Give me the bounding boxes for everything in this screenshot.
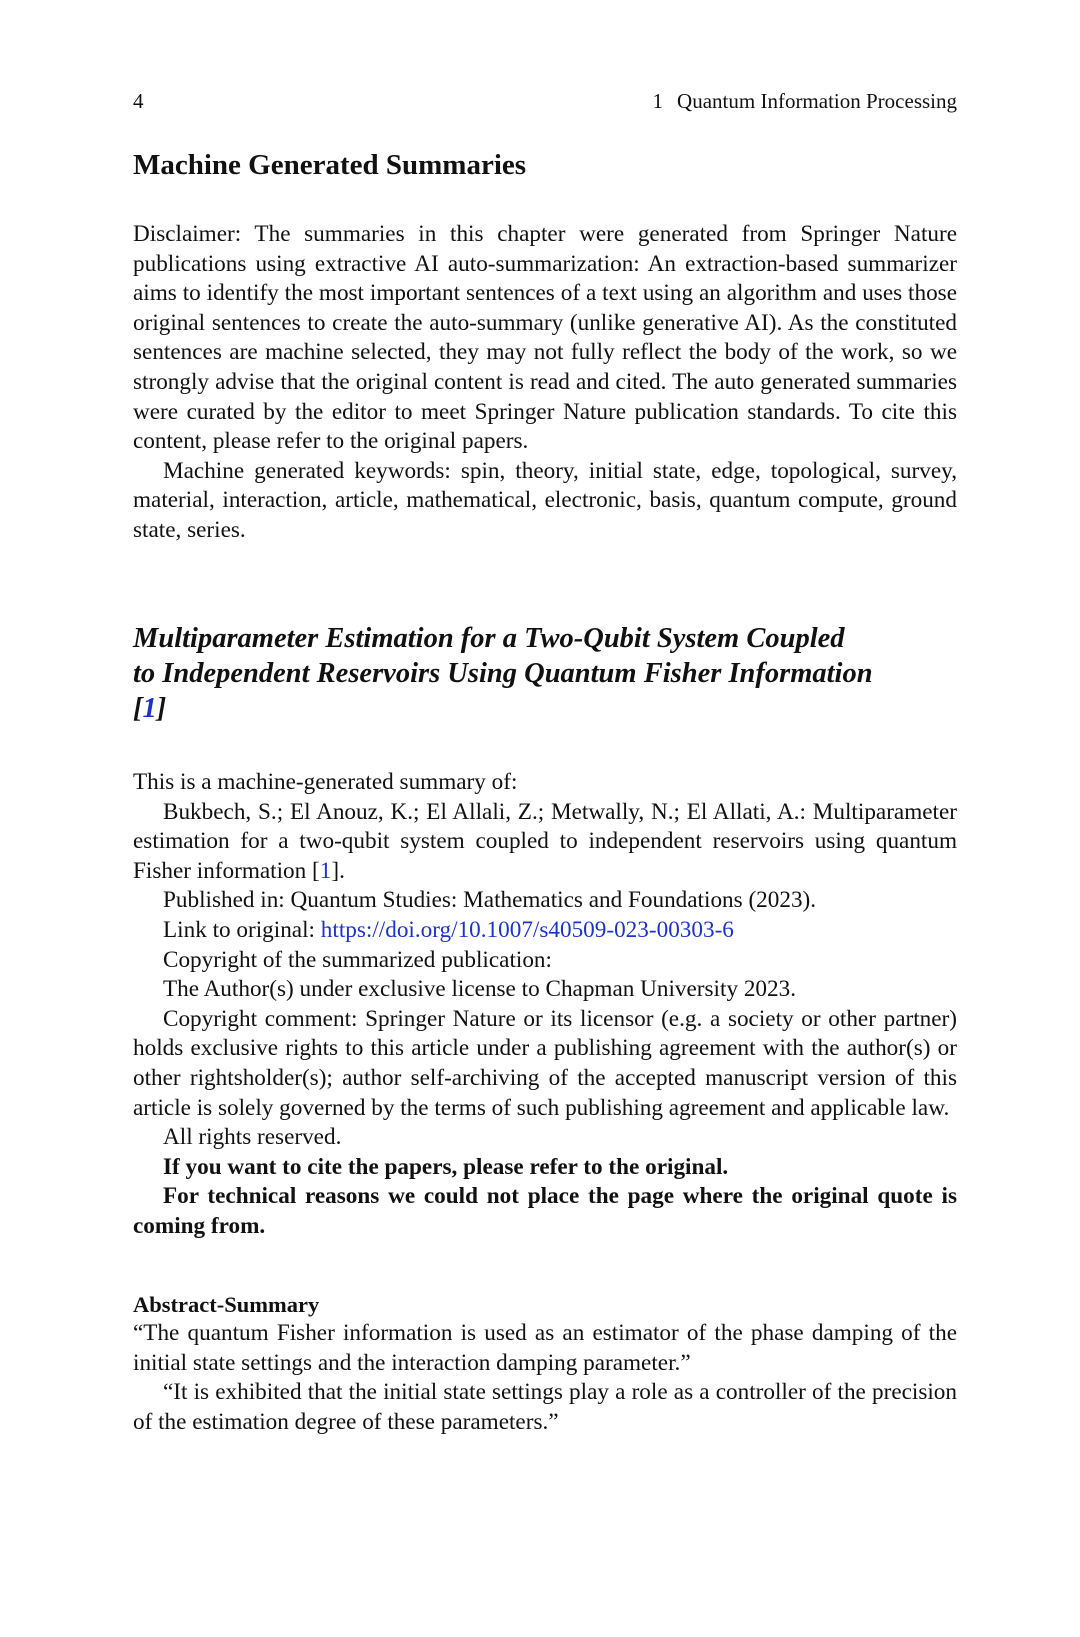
technical-notice: For technical reasons we could not place the page where the original quote is coming from. xyxy=(133,1183,957,1239)
published-in: Published in: Quantum Studies: Mathematics and Foundations (2023). xyxy=(163,887,817,914)
article-title xyxy=(133,621,873,726)
keywords-paragraph: Machine generated keywords: spin, theory, initial state, edge, topological, survey, material, interaction, article, mathematical, electronic, basis, quantum compute, ground state, series. xyxy=(133,457,957,543)
copyright-comment: Copyright comment: Springer Nature or its licensor (e.g. a society or other partner) holds exclusive rights to this article under a publishing agreement with the author(s) or other rightsholder(s); author self-archiving of the accepted manuscript version of this article is solely governed by the terms of such publishing agreement and applicable law. xyxy=(133,1005,957,1121)
chapter-number: 1 xyxy=(652,89,664,113)
rights-reserved: All rights reserved. xyxy=(163,1124,342,1151)
link-label: Link to original: xyxy=(163,916,321,943)
chapter-title: Quantum Information Processing xyxy=(677,89,957,113)
doi-link[interactable]: https://doi.org/10.1007/s40509-023-00303-6 xyxy=(320,916,734,943)
copyright-label: Copyright of the summarized publication: xyxy=(163,946,552,973)
article-title-text: Multiparameter Estimation for a Two-Qubit System Coupled to Independent Reservoirs Using Quantum Fisher Information [ xyxy=(133,623,873,724)
citation-reference-link[interactable]: 1 xyxy=(319,857,332,884)
abstract-quote-1: “The quantum Fisher information is used as an estimator of the phase damping of the initial state settings and the interaction damping parameter.” xyxy=(133,1320,957,1376)
abstract-quote-2: “It is exhibited that the initial state settings play a role as a controller of the precision of the estimation degree of these parameters.” xyxy=(133,1379,957,1435)
abstract-heading: Abstract-Summary xyxy=(133,1292,320,1317)
chapter-header xyxy=(653,86,957,116)
section-title: Machine Generated Summaries xyxy=(133,149,527,181)
citation-text: Bukbech, S.; El Anouz, K.; El Allali, Z.; Metwally, N.; El Allati, A.: Multiparameter estimation for a two-qubit system coupled to independent reservoirs using quantum Fisher information [ xyxy=(133,798,957,884)
article-title-reference-link[interactable]: 1 xyxy=(142,693,157,724)
running-head xyxy=(133,86,957,116)
disclaimer-block xyxy=(133,220,957,546)
cite-notice: If you want to cite the papers, please refer to the original. xyxy=(163,1153,729,1180)
copyright-holder: The Author(s) under exclusive license to Chapman University 2023. xyxy=(163,976,797,1003)
citation-close: ]. xyxy=(331,857,345,884)
article-title-close: ] xyxy=(156,693,167,724)
page-number: 4 xyxy=(133,89,144,113)
citation-paragraph xyxy=(133,798,957,887)
disclaimer-paragraph: Disclaimer: The summaries in this chapter were generated from Springer Nature publications using extractive AI auto-summarization: An extraction-based summarizer aims to identify the most important sentences of a text using an algorithm and uses those original sentences to create the auto-summary (unlike generative AI). As the constituted sentences are machine selected, they may not fully reflect the body of the work, so we strongly advise that the original content is read and cited. The auto generated summaries were curated by the editor to meet Springer Nature publication standards. To cite this content, please refer to the original papers. xyxy=(133,221,957,455)
abstract-summary xyxy=(133,1290,957,1437)
summary-metadata xyxy=(133,768,957,1242)
original-link-line xyxy=(133,916,957,946)
summary-intro: This is a machine-generated summary of: xyxy=(133,769,518,795)
